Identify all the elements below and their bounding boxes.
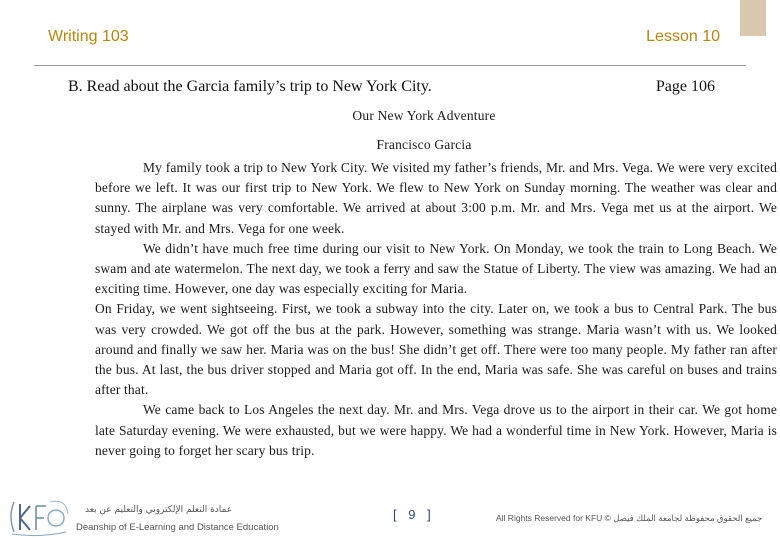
course-title: Writing 103: [48, 28, 129, 45]
arabic-department-name: عمادة التعلم الإلكتروني والتعليم عن بعد: [85, 505, 233, 515]
story-paragraph: We didn’t have much free time during our visit to New York. On Monday, we took the train to Long Beach. We swam and ate watermelon. The next day, we took a ferry and saw the Statue of Liberty. The view was amazing. We had an exciting time. However, one day was especially exciting for Maria.: [95, 240, 777, 297]
slide-number: [ 9 ]: [393, 507, 435, 522]
story-paragraph: On Friday, we went sightseeing. First, we took a subway into the city. Later on, we took a bus to Central Park. The bus was very crowded. We got off the bus at the park. However, something was strange. Maria wasn’t with us. We looked around and finally we saw her. Maria was on the bus! She didn’t get off. There were too many people. My father ran after the bus. At last, the bus driver stopped and Maria got off. In the end, Maria was safe. She was careful on buses and trains after that.: [95, 301, 777, 398]
header-divider: [34, 65, 746, 66]
corner-accent-bar: [740, 0, 766, 36]
lesson-title: Lesson 10: [646, 28, 720, 45]
kfu-logo-icon: [6, 494, 72, 538]
department-name: Deanship of E-Learning and Distance Education: [76, 522, 279, 533]
story-paragraph: We came back to Los Angeles the next day. Mr. and Mrs. Vega drove us to the airport in their car. We got home late Saturday evening. We were exhausted, but we were happy. We had a wonderful time in New York. However, Maria is never going to forget her scary bus trip.: [95, 402, 777, 458]
story-paragraph: My family took a trip to New York City. We visited my father’s friends, Mr. and Mrs. Vega. We were very excited before we left. It was our first trip to New York. We flew to New York on Sunday morning. The weather was clear and sunny. The airplane was very comfortable. We arrived at about 3:00 p.m. Mr. and Mrs. Vega met us at the airport. We stayed with Mr. and Mrs. Vega for one week.: [95, 160, 777, 236]
instruction-text: B. Read about the Garcia family’s trip to New York City.: [68, 78, 432, 95]
story-title: Our New York Adventure: [352, 108, 496, 123]
page-reference: Page 106: [655, 78, 715, 95]
rights-notice: All Rights Reserved for KFU © جميع الحقوق محفوظة لجامعة الملك فيصل: [496, 513, 763, 523]
story-author: Francisco Garcia: [376, 137, 472, 152]
story-body: [95, 158, 777, 461]
